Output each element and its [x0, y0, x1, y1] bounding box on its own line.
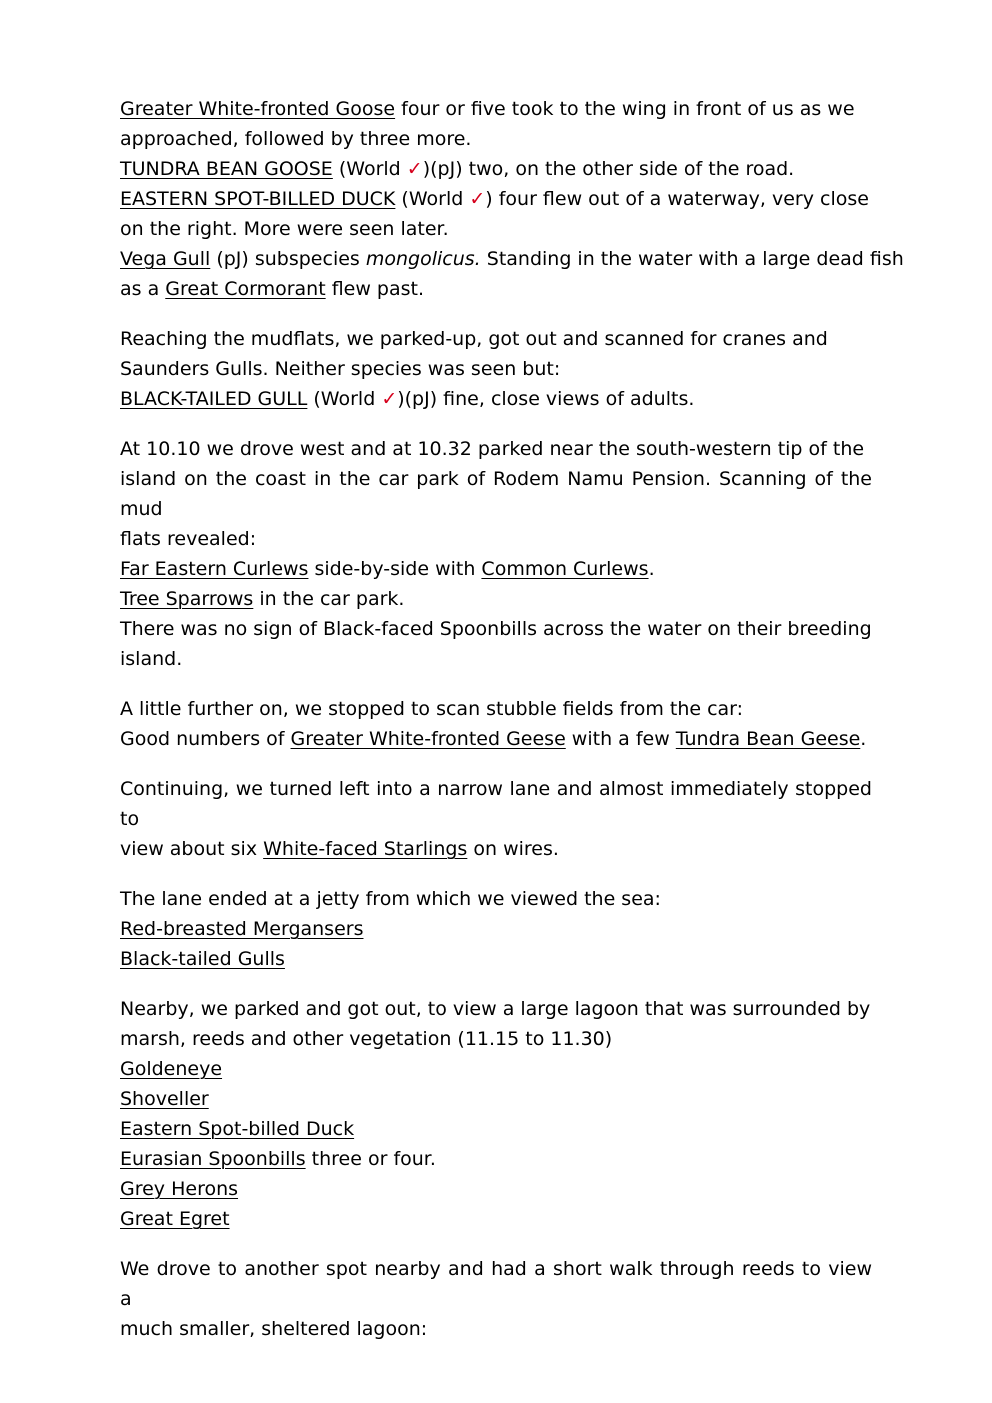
text-line: Far Eastern Curlews side-by-side with Common Curlews. — [120, 558, 655, 580]
species-name: Great Egret — [120, 1208, 230, 1230]
species-name: Greater White-fronted Goose — [120, 98, 396, 120]
paragraph-narrow-lane — [120, 774, 872, 864]
text-line: flats revealed: — [120, 528, 257, 550]
species-list-item — [120, 1084, 872, 1114]
text-line: on the right. More were seen later. — [120, 218, 449, 240]
species-name: Goldeneye — [120, 1058, 223, 1080]
species-name: Greater White-fronted Geese — [290, 728, 566, 750]
paragraph-large-lagoon — [120, 994, 872, 1234]
document-page — [120, 94, 904, 1364]
text-line: At 10.10 we drove west and at 10.32 parked near the south-western tip of the — [120, 438, 865, 460]
text-line: Reaching the mudflats, we parked-up, got out and scanned for cranes and — [120, 328, 828, 350]
species-name: White-faced Starlings — [263, 838, 468, 860]
text-line: There was no sign of Black-faced Spoonbills across the water on their breeding — [120, 618, 872, 640]
paragraph-jetty — [120, 884, 872, 974]
text-line: approached, followed by three more. — [120, 128, 472, 150]
paragraph-car-park — [120, 434, 872, 674]
species-list-item: Eurasian Spoonbills three or four. — [120, 1148, 436, 1170]
text-line: view about six White-faced Starlings on wires. — [120, 838, 559, 860]
text-line: We drove to another spot nearby and had a short walk through reeds to view a — [120, 1258, 872, 1310]
text-line: much smaller, sheltered lagoon: — [120, 1318, 428, 1340]
text-line: EASTERN SPOT-BILLED DUCK (World ✓) four flew out of a waterway, very close — [120, 188, 869, 210]
text-line: Vega Gull (pJ) subspecies mongolicus. Standing in the water with a large dead fish — [120, 248, 904, 270]
tick-icon: ✓ — [469, 188, 486, 210]
paragraph-geese-ducks — [120, 94, 904, 304]
species-name: Tundra Bean Geese — [675, 728, 861, 750]
text-line: Continuing, we turned left into a narrow lane and almost immediately stopped to — [120, 778, 872, 830]
paragraph-mudflats — [120, 324, 872, 414]
text-line: TUNDRA BEAN GOOSE (World ✓)(pJ) two, on the other side of the road. — [120, 158, 795, 180]
species-name: Eastern Spot-billed Duck — [120, 1118, 355, 1140]
species-name: BLACK-TAILED GULL — [120, 388, 308, 410]
species-name: Red-breasted Mergansers — [120, 918, 364, 940]
species-name: Tree Sparrows — [120, 588, 254, 610]
text-line: Nearby, we parked and got out, to view a large lagoon that was surrounded by — [120, 998, 871, 1020]
species-name: Shoveller — [120, 1088, 209, 1110]
species-name: Vega Gull — [120, 248, 211, 270]
text-line — [120, 944, 872, 974]
text-line: Good numbers of Greater White-fronted Geese with a few Tundra Bean Geese. — [120, 728, 867, 750]
text-line: A little further on, we stopped to scan stubble fields from the car: — [120, 698, 744, 720]
text-line: island. — [120, 648, 183, 670]
text-line: Greater White-fronted Goose four or five took to the wing in front of us as we — [120, 98, 855, 120]
text-line: Tree Sparrows in the car park. — [120, 588, 405, 610]
species-name: TUNDRA BEAN GOOSE — [120, 158, 333, 180]
text-line: as a Great Cormorant flew past. — [120, 278, 425, 300]
species-list-item — [120, 1054, 872, 1084]
text-line: The lane ended at a jetty from which we viewed the sea: — [120, 888, 661, 910]
text-line: marsh, reeds and other vegetation (11.15 to 11.30) — [120, 1028, 613, 1050]
species-name: Common Curlews — [481, 558, 649, 580]
species-name: Great Cormorant — [165, 278, 326, 300]
text-line: island on the coast in the car park of Rodem Namu Pension. Scanning of the mud — [120, 468, 872, 520]
species-name: Eurasian Spoonbills — [120, 1148, 306, 1170]
species-list-item — [120, 1174, 872, 1204]
text-line: BLACK-TAILED GULL (World ✓)(pJ) fine, close views of adults. — [120, 388, 695, 410]
species-list-item — [120, 1114, 872, 1144]
tick-icon: ✓ — [406, 158, 423, 180]
text-line: Saunders Gulls. Neither species was seen but: — [120, 358, 561, 380]
species-name: Far Eastern Curlews — [120, 558, 309, 580]
text-line — [120, 914, 872, 944]
paragraph-sheltered-lagoon — [120, 1254, 872, 1344]
species-name: Grey Herons — [120, 1178, 239, 1200]
tick-icon: ✓ — [381, 388, 398, 410]
paragraph-stubble-fields — [120, 694, 872, 754]
species-list-item — [120, 1204, 872, 1234]
subspecies-name: mongolicus. — [365, 248, 481, 270]
species-name: Black-tailed Gulls — [120, 948, 285, 970]
species-name: EASTERN SPOT-BILLED DUCK — [120, 188, 396, 210]
